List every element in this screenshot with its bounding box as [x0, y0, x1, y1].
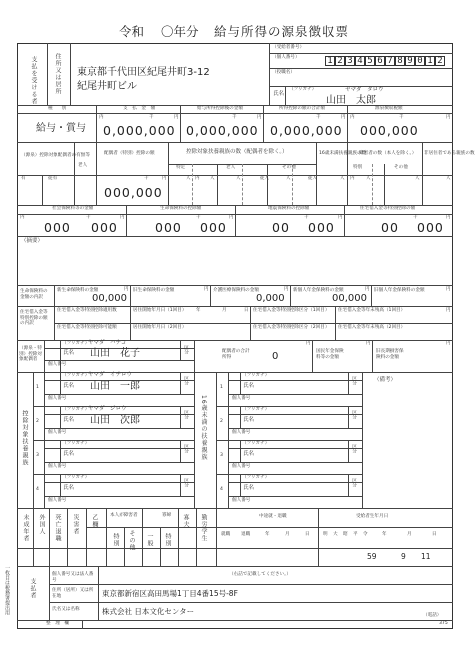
under16-index: 2	[220, 419, 223, 424]
row-divider	[228, 428, 362, 429]
col-divider	[60, 406, 61, 428]
unit-yen: 円	[124, 287, 129, 292]
dependent-name-label: 氏名	[63, 383, 75, 389]
day-unit: 日	[244, 308, 249, 313]
birth-taisho: 大	[333, 532, 338, 537]
payer-number-note: （右詰で記載してください。）	[229, 572, 292, 577]
payer-address: 東京都新宿区高田馬場1丁目4番15号-8F	[102, 589, 238, 598]
unit-thousand: 千	[86, 215, 91, 220]
under16-category-label: 区分	[351, 444, 357, 454]
col-divider	[348, 440, 349, 462]
under16-index: 3	[220, 453, 223, 458]
quake-insurance-label: 地震保険料の控除額	[268, 206, 310, 211]
payer-name: 株式会社 日本文化センター	[102, 607, 195, 616]
dependent-furigana-label: （フリガナ）	[62, 475, 90, 480]
personal-number-digit: 2	[435, 56, 445, 66]
status-disabled-special: 特別	[112, 533, 119, 547]
dependent-name-label: 氏名	[63, 417, 75, 423]
birth-heisei: 平	[353, 532, 358, 537]
recipient-name: 山田 太郎	[326, 95, 376, 106]
status-widow-special: 特別	[164, 533, 171, 547]
old-pension-label: 旧個人年金保険料の金額	[374, 288, 425, 293]
under16-furigana-label: （フリガナ）	[242, 441, 270, 446]
unit-thousand: 千	[399, 115, 404, 120]
year-label: 〇年分	[161, 24, 199, 39]
under16-label: 16歳未満扶養親族の数	[319, 151, 367, 156]
row-separator	[33, 474, 194, 475]
dependent-category-label: 区分	[183, 410, 189, 420]
unit-yen: 円	[446, 287, 451, 292]
deduction-total-amount: 0,000,000	[270, 123, 343, 138]
unit-yen: 円	[284, 287, 289, 292]
withholding-tax-amount: 000,000	[360, 123, 419, 138]
row-divider	[228, 496, 362, 497]
under16-number-label: 個人番号	[232, 396, 251, 401]
old-life-label: 旧生命保険料の金額	[133, 288, 175, 293]
person-unit: 人	[446, 176, 451, 181]
col-divider	[240, 406, 241, 428]
dependents-side-label: 控除対象扶養親族	[21, 410, 28, 466]
under16-side-label: 16歳未満の扶養親族	[200, 395, 207, 461]
status-divider	[318, 508, 319, 566]
spouse-category-label: 区分	[183, 345, 189, 355]
quake-insurance-yen: 000	[308, 220, 335, 235]
col-payment-label: 支 払 金 額	[123, 106, 156, 111]
residence-start2-label: 居住開始年月日（2回目）	[133, 325, 187, 330]
social-insurance-thousands: 000	[44, 220, 71, 235]
col-tax-label: 源泉徴収税額	[375, 106, 403, 111]
unit-yen: 円	[204, 287, 209, 292]
unit-yen: 円	[446, 115, 451, 120]
spouse-name: 山田 花子	[90, 348, 140, 359]
dependent-index: 3	[36, 453, 39, 458]
birth-meiji: 明	[323, 532, 328, 537]
housing-deduction-label: 住宅借入金等特別控除の額	[360, 206, 416, 211]
housing-count-label: 住宅借入金等特別控除適用数	[57, 308, 117, 313]
col-type-label: 種 別	[48, 106, 67, 111]
spouse-deduction-label: 配偶者（特別）控除の額	[104, 151, 155, 156]
payer-phone-label: （電話）	[423, 613, 442, 618]
col-divider	[348, 372, 349, 394]
payer-address-label: 住所（居所）又は所在地	[52, 588, 94, 599]
col-divider	[348, 406, 349, 428]
dependent-index: 2	[36, 419, 39, 424]
col-divider	[60, 372, 61, 394]
personal-number-digit: 3	[345, 56, 355, 66]
unit-thousand: 千	[144, 176, 149, 181]
col-divider	[180, 440, 181, 462]
recipient-name-label: 氏名	[273, 91, 285, 97]
payer-name-label: 氏名又は名称	[52, 607, 80, 612]
row-divider	[44, 482, 194, 483]
unit-yen: 円	[306, 341, 311, 346]
under16-furigana-label: （フリガナ）	[242, 407, 270, 412]
personal-number-digit: 4	[355, 56, 365, 66]
unit-yen: 円	[446, 215, 451, 220]
col-divider	[180, 406, 181, 428]
under16-category-label: 区分	[351, 410, 357, 420]
status-single-parent: 寡夫	[182, 514, 189, 528]
dependents-other-label: その他	[282, 165, 296, 170]
personal-number-digit: 7	[385, 56, 395, 66]
personal-number-digit: 2	[335, 56, 345, 66]
unit-thousand: 千	[304, 215, 309, 220]
care-medical-amount: 0,000	[256, 293, 285, 304]
dependent-furigana-label: （フリガナ）	[62, 441, 90, 446]
spouse-yes-label: 有	[21, 176, 26, 181]
life-insurance-label: 生命保険料の控除額	[160, 206, 202, 211]
col-divider	[60, 474, 61, 496]
unit-inner: 内	[350, 115, 355, 120]
spouse-presence-label: （源泉）控除対象配偶者の有無等	[21, 153, 90, 158]
status-minor: 未成年者	[22, 514, 29, 542]
status-divider	[178, 508, 179, 566]
unit-thousand: 千	[149, 115, 154, 120]
quake-insurance-thousands: 00	[272, 220, 290, 235]
dependent-category-label: 区分	[183, 376, 189, 386]
unit-yen: 円	[338, 215, 343, 220]
month-unit: 月	[222, 308, 227, 313]
unit-yen: 円	[446, 308, 451, 313]
housing-deduction-yen: 000	[417, 220, 444, 235]
status-divider	[196, 508, 197, 566]
birth-day: 11	[421, 552, 431, 561]
dependent-name: 山田 一郎	[90, 381, 140, 392]
dependents-count-label: 控除対象扶養親族の数（配偶者を除く。）	[186, 149, 288, 155]
birth-reiwa: 令	[363, 532, 368, 537]
unit-thousand: 千	[413, 215, 418, 220]
dependents-elderly-label: 老人	[226, 165, 236, 170]
ledger-label: 整 理 欄	[46, 621, 69, 626]
nonresident-label: 非居住者である親族の数	[424, 151, 475, 156]
status-divider	[49, 508, 50, 566]
row-divider	[228, 414, 362, 415]
social-insurance-label: 社会保険料等の金額	[52, 206, 94, 211]
spouse-furigana-label: （フリガナ）	[62, 341, 90, 346]
personal-number-digit: 8	[395, 56, 405, 66]
new-life-amount: 00,000	[92, 293, 127, 304]
payer-number-label: 個人番号又は法人番号	[52, 572, 94, 583]
dependent-furigana-label: （フリガナ）	[62, 373, 90, 378]
dependent-index: 1	[36, 385, 39, 390]
spouse-name-label: 氏名	[63, 350, 75, 356]
life-insurance-yen: 000	[200, 220, 227, 235]
document-title: 給与所得の源泉徴収票	[214, 24, 350, 39]
status-divider	[33, 508, 34, 566]
dependent-furigana: ヤマダ イチロウ	[88, 372, 133, 378]
row-separator	[216, 440, 362, 441]
person-unit: 人	[236, 176, 241, 181]
row-divider	[228, 380, 362, 381]
birth-day-label: 日	[432, 532, 437, 537]
row-divider	[228, 448, 362, 449]
under16-furigana-label: （フリガナ）	[242, 373, 270, 378]
unit-yen: 円	[120, 215, 125, 220]
under16-name-label: 氏名	[243, 485, 255, 491]
col-divider	[240, 474, 241, 496]
new-pension-label: 新個人年金保険料の金額	[293, 288, 344, 293]
status-widow-title: 寡婦	[162, 513, 172, 518]
housing-type2-label: 住宅借入金等特別控除区分（2回目）	[253, 325, 330, 330]
col-divider	[240, 440, 241, 462]
person-unit: 人	[186, 176, 191, 181]
care-medical-label: 介護医療保険料の金額	[213, 288, 259, 293]
housing-type1-label: 住宅借入金等特別控除区分（1回目）	[253, 308, 330, 313]
after-deduction-amount: 0,000,000	[186, 123, 259, 138]
col-divider	[228, 474, 229, 508]
unit-yen: 円	[174, 115, 179, 120]
recipient-address-label: 住所又は居所	[54, 53, 61, 95]
person-unit: 人	[366, 176, 371, 181]
life-detail-label: 生命保険料の金額の内訳	[20, 289, 48, 300]
payment-amount: 0,000,000	[103, 123, 176, 138]
row-divider	[228, 482, 362, 483]
dependents-specific-label: 特定	[176, 165, 186, 170]
era-label: 令和	[119, 24, 145, 39]
dependent-category-label: 区分	[183, 478, 189, 488]
under16-index: 4	[220, 487, 223, 492]
personal-number-digit: 5	[365, 56, 375, 66]
col-divider	[228, 440, 229, 474]
spouse-old-label: 老人	[78, 163, 88, 168]
under16-number-label: 個人番号	[232, 464, 251, 469]
status-divider	[142, 508, 143, 566]
residence-start1-label: 居住開始年月日（1回目）	[133, 308, 187, 313]
life-insurance-thousands: 000	[155, 220, 182, 235]
spouse-income-amount: 0	[272, 351, 279, 362]
social-insurance-yen: 000	[91, 220, 118, 235]
birth-title: 受給者生年月日	[356, 514, 389, 519]
unit-inner: 内	[99, 115, 104, 120]
birth-year-label: 年	[382, 532, 387, 537]
spouse-deduction-amount: 000,000	[104, 185, 163, 200]
dependent-name-label: 氏名	[63, 451, 75, 457]
new-pension-amount: 00,000	[332, 293, 367, 304]
unit-yen: 円	[341, 115, 346, 120]
row-divider	[44, 428, 194, 429]
col-divider	[180, 372, 181, 394]
status-disabled-other: その他	[128, 530, 135, 551]
col-divider	[180, 474, 181, 496]
year-unit: 年	[196, 308, 201, 313]
person-unit: 人	[340, 176, 345, 181]
status-divider	[160, 527, 161, 566]
disabled-other-label: その他	[394, 165, 408, 170]
status-disabled-title: 本人が障害者	[110, 513, 138, 518]
housing-possible-label: 住宅借入金等特別控除可能額	[57, 325, 117, 330]
unit-yen: 円	[162, 176, 167, 181]
person-unit: 人	[286, 176, 291, 181]
old-longterm-label: 旧長期損害保険料の金額	[376, 349, 404, 360]
col-divider	[60, 440, 61, 462]
unit-yen: 円	[365, 287, 370, 292]
under16-number-label: 個人番号	[232, 498, 251, 503]
personal-number-digit: 1	[425, 56, 435, 66]
spouse-subordinate-label: 従有	[48, 176, 58, 181]
spouse-side-label: （源泉・特別）控除対象配偶者	[19, 346, 42, 362]
recipient-side-label: 支払を受ける者	[30, 56, 37, 105]
under16-name-label: 氏名	[243, 383, 255, 389]
spouse-furigana: ヤマダ ハナコ	[88, 340, 127, 346]
birth-showa: 昭	[343, 532, 348, 537]
person-unit: 人	[415, 176, 420, 181]
payer-side-label: 支払者	[29, 578, 36, 599]
under16-name-label: 氏名	[243, 417, 255, 423]
dependent-number-label: 個人番号	[48, 396, 67, 401]
recipient-address-line1: 東京都千代田区紀尾井町3-12	[77, 67, 210, 78]
employment-leave: 退職	[241, 532, 251, 537]
form-code: 375	[439, 621, 448, 626]
personal-number-label: （個人番号）	[272, 55, 300, 60]
housing-balance2-label: 住宅借入金等年末残高（2回目）	[338, 325, 406, 330]
row-divider	[44, 462, 194, 463]
recipient-furigana-label: （フリガナ）	[289, 87, 317, 92]
subordinate-person-unit: 従人	[308, 176, 317, 181]
col-divider	[228, 372, 229, 406]
spouse-income-label: 配偶者の合計所得	[222, 349, 250, 360]
employment-title: 中途就・退職	[259, 514, 287, 519]
new-life-label: 新生命保険料の金額	[57, 288, 99, 293]
unit-yen: 円	[446, 341, 451, 346]
col-after-deduction-label: 給与所得控除後の金額	[197, 106, 243, 111]
col-deduction-total-label: 所得控除の額の合計額	[279, 106, 325, 111]
recipient-address-line2: 紀尾井町ビル	[77, 81, 137, 92]
housing-balance1-label: 住宅借入金等年末残高（1回目）	[338, 308, 406, 313]
personal-number-digit: 1	[325, 56, 335, 66]
unit-inner: 内	[20, 215, 25, 220]
status-divider	[216, 508, 217, 566]
recipient-furigana: ヤマダ タロウ	[345, 87, 384, 93]
row-divider	[44, 394, 194, 395]
recipient-number-label: （受給者番号）	[272, 45, 305, 50]
col-divider	[348, 474, 349, 496]
disabled-special-label: 特別	[353, 165, 363, 170]
row-separator	[216, 474, 362, 475]
position-label: （役職名）	[272, 70, 295, 75]
unit-thousand: 千	[232, 115, 237, 120]
subordinate-person-unit: 従人	[260, 176, 269, 181]
dependent-number-label: 個人番号	[48, 464, 67, 469]
unit-yen: 円	[257, 115, 262, 120]
dependent-name-label: 氏名	[63, 485, 75, 491]
birth-month: 9	[401, 552, 406, 561]
status-disaster: 災害者	[72, 514, 79, 535]
national-pension-label: 国民年金保険料等の金額	[316, 349, 344, 360]
under16-category-label: 区分	[351, 478, 357, 488]
dependent-number-label: 個人番号	[48, 498, 67, 503]
status-divider	[86, 508, 87, 566]
unit-yen: 円	[366, 341, 371, 346]
person-unit: 人	[210, 176, 215, 181]
inner-unit: 内	[195, 176, 200, 181]
status-divider	[124, 527, 125, 566]
disabled-count-label: 障害者の数（本人を除く。）	[359, 151, 417, 156]
status-death: 死亡退職	[54, 514, 61, 542]
housing-detail-label: 住宅借入金等特別控除の額の内訳	[20, 310, 48, 326]
personal-number-digit: 0	[415, 56, 425, 66]
col-divider	[240, 372, 241, 394]
dependent-furigana-label: （フリガナ）	[62, 407, 90, 412]
dependent-furigana: ヤマダ ジロウ	[88, 406, 127, 412]
spouse-number-label: 個人番号	[48, 362, 67, 367]
row-divider	[44, 448, 194, 449]
margin-note: 一枚目は税務署提出用	[4, 565, 10, 615]
birth-year: 59	[367, 552, 377, 561]
col-divider	[228, 406, 229, 440]
status-b_column: 乙欄	[91, 514, 98, 528]
unit-thousand: 千	[196, 215, 201, 220]
under16-index: 1	[220, 385, 223, 390]
status-divider	[106, 508, 107, 566]
dependent-category-label: 区分	[183, 444, 189, 454]
row-separator	[216, 406, 362, 407]
summary-label: （摘要）	[21, 238, 44, 244]
employment-year: 年	[265, 532, 270, 537]
row-separator	[33, 508, 194, 509]
personal-number-digit: 9	[405, 56, 415, 66]
status-foreign: 外国人	[38, 514, 45, 535]
row-divider	[228, 462, 362, 463]
dependent-name: 山田 次郎	[90, 415, 140, 426]
row-divider	[228, 394, 362, 395]
row-divider	[44, 496, 194, 497]
status-working-student: 勤労学生	[200, 514, 207, 542]
dependent-number-label: 個人番号	[48, 430, 67, 435]
status-divider	[67, 508, 68, 566]
inner-unit: 内	[350, 176, 355, 181]
dependent-index: 4	[36, 487, 39, 492]
under16-name-label: 氏名	[243, 451, 255, 457]
under16-number-label: 個人番号	[232, 430, 251, 435]
unit-thousand: 千	[316, 115, 321, 120]
status-widow-general: 一般	[146, 533, 153, 547]
under16-category-label: 区分	[351, 376, 357, 386]
remarks-label: （備考）	[374, 377, 397, 383]
row-separator	[216, 508, 362, 509]
row-separator	[33, 440, 194, 441]
personal-number-digit: 6	[375, 56, 385, 66]
employment-month: 月	[285, 532, 290, 537]
birth-month-label: 月	[407, 532, 412, 537]
under16-furigana-label: （フリガナ）	[242, 475, 270, 480]
employment-day: 日	[305, 532, 310, 537]
housing-deduction-thousands: 00	[381, 220, 399, 235]
employment-join: 就職	[221, 532, 231, 537]
unit-yen: 円	[229, 215, 234, 220]
income-type: 給与・賞与	[36, 123, 86, 134]
